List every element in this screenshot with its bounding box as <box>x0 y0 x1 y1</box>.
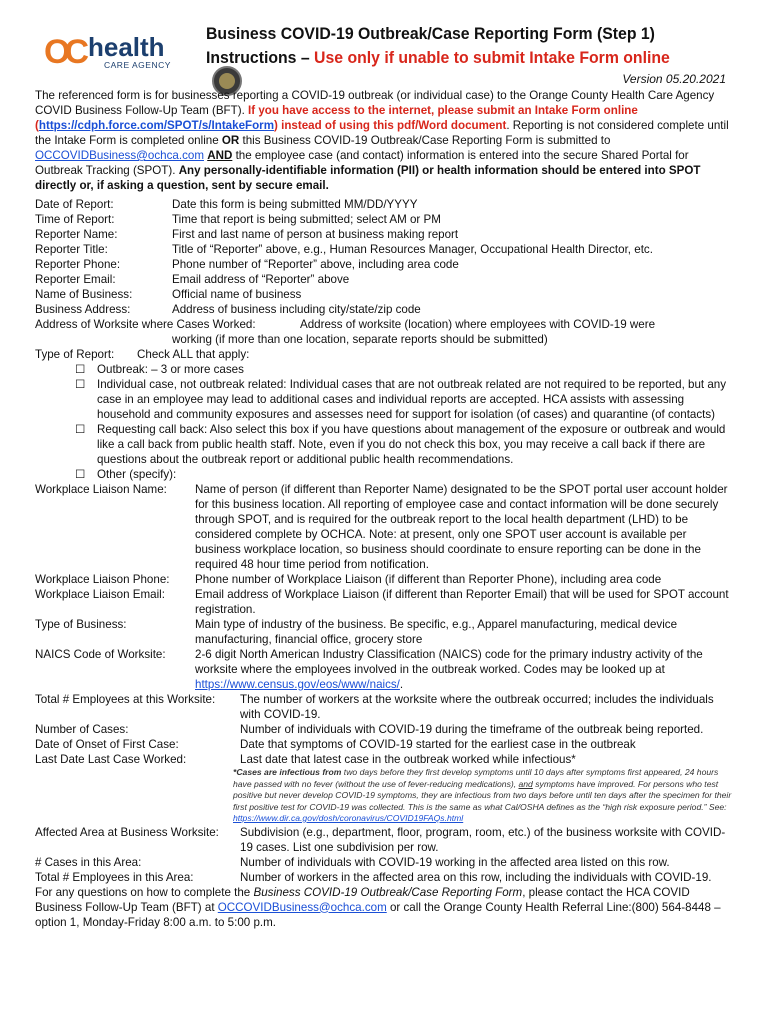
checkbox-icon: ☐ <box>75 423 86 436</box>
reporter-field-description: Address of business including city/state/zip code <box>172 303 421 316</box>
checkbox-icon: ☐ <box>75 378 86 391</box>
form-subtitle: Instructions – Use only if unable to submit Intake Form online <box>206 48 670 67</box>
liaison-field-row <box>35 572 735 587</box>
case-field-description: Last date that latest case in the outbreak worked while infectious* <box>240 753 576 766</box>
liaison-field-label: Workplace Liaison Name: <box>35 483 167 496</box>
area-field-label: # Cases in this Area: <box>35 855 142 869</box>
infectious-footnote: *Cases are infectious from two days before they first develop symptoms until 10 days after symptoms first appeared, 24 hours have passed with no fever (without the use of fever-reducing medications), and symptoms have improved. For persons who test positive but never develop COVID-19 symptoms, they are infectious from two days before until ten days after the specimen for their first positive test for COVID-19 was collected. This is the same as what Cal/OSHA defines as the “high risk exposure period.” See: https://www.dir.ca.gov/dosh/coronavirus/COVID19FAQs.html <box>233 767 732 823</box>
liaison-field-description: Email address of Workplace Liaison (if different than Reporter Email) that will be used for SPOT account registration. <box>195 588 729 616</box>
reporter-field-label: Reporter Title: <box>35 243 108 256</box>
logo-health-text: health <box>88 32 165 62</box>
area-field-description: Subdivision (e.g., department, floor, program, room, etc.) of the business worksite with COVID-19 cases. List one subdivision per row. <box>240 825 726 854</box>
reporter-field-description: Email address of “Reporter” above <box>172 273 350 286</box>
case-field-label: Date of Onset of First Case: <box>35 738 179 751</box>
bft-email-link[interactable]: OCCOVIDBusiness@ochca.com <box>35 149 204 162</box>
reporter-field-row <box>35 287 735 302</box>
liaison-field-description: Name of person (if different than Reporter Name) designated to be the SPOT portal user account holder for this business location. All reporting of employee case and contact information will be done securely through SPOT, and is required for the outbreak report to the local health department (LHD) to be considered complete by OCHCA. Note: at present, only one SPOT user account is available per business workplace location, so business should coordinate to ensure reporting can be done in the required 48 hour time period from notification. <box>195 483 728 571</box>
case-field-label: Total # Employees at this Worksite: <box>35 693 216 706</box>
liaison-field-row <box>35 647 735 692</box>
liaison-field-description: Phone number of Workplace Liaison (if different than Reporter Phone), including area code <box>195 573 662 586</box>
checkbox-icon: ☐ <box>75 468 86 481</box>
reporter-field-row <box>35 242 735 257</box>
field-row-worksite: Address of Worksite where Cases Worked: Address of worksite (location) where employees with COVID-19 were <box>35 318 656 331</box>
report-type-option <box>75 422 735 467</box>
report-type-option <box>75 467 735 482</box>
case-field-row <box>35 752 735 767</box>
area-field-row <box>35 825 735 855</box>
reporter-field-row <box>35 197 735 212</box>
reporter-field-row <box>35 302 735 317</box>
naics-lookup-link[interactable]: https://www.census.gov/eos/www/naics/ <box>195 678 400 691</box>
report-type-option-text: Individual case, not outbreak related: Individual cases that are not outbreak related are not required to be reported, but any case in an employee may lead to additional cases and individual reports are accepted. HCA assists with assessing household and community exposures and assesses need for support for isolation (of cases) and quarantine (of contacts) <box>97 378 727 421</box>
instructions-body <box>35 88 735 930</box>
liaison-field-row <box>35 482 735 572</box>
field-row-type-of-report: Type of Report: Check ALL that apply: <box>35 348 250 361</box>
logo-oc-mark: OC <box>44 33 83 71</box>
field-list-areas <box>35 825 735 885</box>
logo-agency-text: CARE AGENCY <box>104 60 171 70</box>
reporter-field-row <box>35 212 735 227</box>
area-field-label: Affected Area at Business Worksite: <box>35 825 219 839</box>
liaison-field-description: Main type of industry of the business. Be specific, e.g., Apparel manufacturing, medical device manufacturing, financial office, grocery store <box>195 618 678 646</box>
case-field-description: Number of individuals with COVID-19 during the timeframe of the outbreak being reported. <box>240 723 704 736</box>
liaison-field-label: Workplace Liaison Phone: <box>35 573 170 586</box>
reporter-field-label: Reporter Phone: <box>35 258 121 271</box>
case-field-row <box>35 737 735 752</box>
area-field-description: Number of individuals with COVID-19 working in the affected area listed on this row. <box>240 855 670 869</box>
report-type-option-text: Other (specify): <box>97 468 177 481</box>
version-label: Version 05.20.2021 <box>622 72 726 86</box>
liaison-field-row <box>35 617 735 647</box>
reporter-field-label: Reporter Name: <box>35 228 118 241</box>
calosha-faq-link[interactable]: https://www.dir.ca.gov/dosh/coronavirus/COVID19FAQs.html <box>233 813 464 823</box>
case-field-description: Date that symptoms of COVID-19 started for the earliest case in the outbreak <box>240 738 636 751</box>
report-type-option <box>75 377 735 422</box>
reporter-field-label: Reporter Email: <box>35 273 116 286</box>
area-field-row <box>35 870 735 885</box>
liaison-field-label: Workplace Liaison Email: <box>35 588 165 601</box>
reporter-field-description: Time that report is being submitted; select AM or PM <box>172 213 441 226</box>
reporter-field-description: Title of “Reporter” above, e.g., Human Resources Manager, Occupational Health Director, etc. <box>172 243 653 256</box>
checkbox-icon: ☐ <box>75 363 86 376</box>
field-list-liaison <box>35 482 735 692</box>
reporter-field-label: Date of Report: <box>35 198 114 211</box>
case-field-row <box>35 722 735 737</box>
intake-form-link[interactable]: https://cdph.force.com/SPOT/s/IntakeForm <box>38 119 275 132</box>
reporter-field-description: Phone number of “Reporter” above, including area code <box>172 258 459 271</box>
case-field-label: Number of Cases: <box>35 723 129 736</box>
liaison-field-label: Type of Business: <box>35 618 127 631</box>
liaison-field-row <box>35 587 735 617</box>
case-field-description: The number of workers at the worksite where the outbreak occurred; includes the individuals with COVID-19. <box>240 693 714 721</box>
reporter-field-label: Time of Report: <box>35 213 115 226</box>
form-title: Business COVID-19 Outbreak/Case Reporting Form (Step 1) <box>206 24 655 43</box>
reporter-field-row <box>35 272 735 287</box>
intro-paragraph: The referenced form is for businesses reporting a COVID-19 outbreak (or individual case) to the Orange County Health Care Agency COVID Business Follow-Up Team (BFT). If you have access to the internet, please submit an Intake Form online (https://cdph.force.com/SPOT/s/IntakeForm) instead of using this pdf/Word document. Reporting is not considered complete until the Intake Form is completed online OR this Business COVID-19 Outbreak/Case Reporting Form is submitted to OCCOVIDBusiness@ochca.com AND the employee case (and contact) information is entered into the secure Shared Portal for Outbreak Tracking (SPOT). Any personally-identifiable information (PII) or health information should be entered into SPOT directly or, if asking a question, sent by secure email. <box>35 89 729 192</box>
report-type-option <box>75 362 735 377</box>
field-list-cases <box>35 692 735 767</box>
case-field-label: Last Date Last Case Worked: <box>35 753 187 766</box>
report-type-options <box>35 362 735 482</box>
liaison-field-description: 2-6 digit North American Industry Classification (NAICS) code for the primary industry activity of the worksite where the employees involved in the outbreak worked. Codes may be looked up at https://www.census.gov/eos/www/naics/. <box>195 648 703 691</box>
reporter-field-row <box>35 227 735 242</box>
page-header <box>0 0 770 86</box>
reporter-field-description: Official name of business <box>172 288 302 301</box>
reporter-field-description: Date this form is being submitted MM/DD/YYYY <box>172 198 418 211</box>
reporter-field-label: Name of Business: <box>35 288 133 301</box>
area-field-row <box>35 855 735 870</box>
worksite-desc-cont: working (if more than one location, separate reports should be submitted) <box>172 333 548 346</box>
area-field-description: Number of workers in the affected area on this row, including the individuals with COVID-19. <box>240 870 712 884</box>
reporter-field-row <box>35 257 735 272</box>
field-list-reporter <box>35 197 735 317</box>
area-field-label: Total # Employees in this Area: <box>35 870 194 884</box>
reporter-field-description: First and last name of person at business making report <box>172 228 459 241</box>
reporter-field-label: Business Address: <box>35 303 131 316</box>
ochealth-logo <box>44 30 204 76</box>
closing-paragraph: For any questions on how to complete the Business COVID-19 Outbreak/Case Reporting Form, please contact the HCA COVID Business Follow-Up Team (BFT) at OCCOVIDBusiness@ochca.com or call the Orange County Health Referral Line:(800) 564-8448 – option 1, Monday-Friday 8:00 a.m. to 5:00 p.m. <box>35 885 721 929</box>
report-type-option-text: Requesting call back: Also select this box if you have questions about management of the exposure or outbreak and would like a call back from public health staff. Note, even if you do not check this box, you may receive a call back if there are questions about the outbreak report or additional public health recommendations. <box>97 423 726 466</box>
report-type-option-text: Outbreak: – 3 or more cases <box>97 363 244 376</box>
case-field-row <box>35 692 735 722</box>
liaison-field-label: NAICS Code of Worksite: <box>35 648 166 661</box>
closing-email-link[interactable]: OCCOVIDBusiness@ochca.com <box>217 900 387 914</box>
